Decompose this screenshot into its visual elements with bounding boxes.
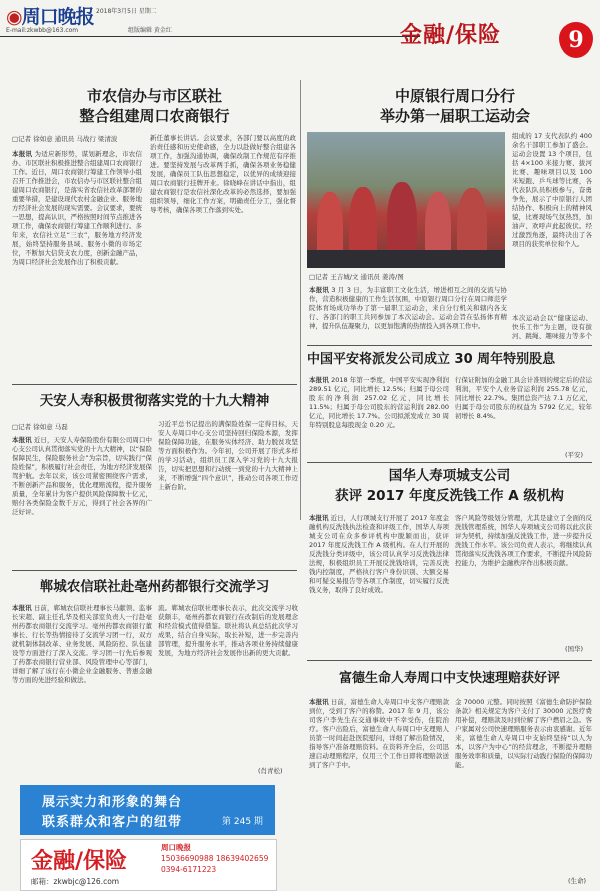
article-body: 客户风险等级划分管理，尤其是建立了全面的反洗钱管理系统，国华人寿项城支公司将以此次获评为契机，持续加强反洗钱工作，进一步提升反洗钱工作水平。该公司负责人表示，将继续认真贯彻落实反洗钱各项工作要求，不断提升风险防控能力，为维护金融秩序作出积极贡献。 bbox=[455, 514, 592, 567]
article-guohua-aml bbox=[307, 466, 592, 506]
article-zhongyuan-sports bbox=[320, 86, 590, 126]
article-body: 本报讯 日前，郸城农信联社理事长马献领、监事长宋超、副主任孔华及相关部室负责人一行赴亳州药都农商银行交流学习。亳州药都农商银行董事长、行长等热情接待了交流学习团一行，双方就机制体制改革、业务发展、风险防控、队伍建设等方面进行了深入交流。学习团一行先后参观了药都农商银行营业部、风险管理中心等部门，详细了解了该行在小微企业金融服务、普惠金融等方面的先进经验和做法。 bbox=[12, 604, 152, 684]
article-byline: □记者 徐如意 通讯员 马战行 梁清波 bbox=[12, 135, 118, 143]
article-divider bbox=[12, 384, 297, 385]
article-body: 本报讯 日前，富德生命人寿周口中支客户理赔款到位，受到了客户的称赞。2017 年 9 月，该公司客户李先生在交通事故中不幸受伤，住院治疗。客户出险后，富德生命人寿周口中支理赔人员第一时间赶赴医院慰问，详细了解出险情况，指导客户准备理赔资料。在资料齐全后，公司迅速启动理赔程序，仅用三个工作日即将理赔款送到了客户手中。 bbox=[309, 698, 449, 769]
newspaper-logo: ◉周口晚报 bbox=[6, 6, 94, 28]
ad-contact-box bbox=[20, 839, 277, 891]
article-body: 习近平总书记提出的满保险姓保一定得目标，天安人寿周口中心支公司坚持回归保险本源，发挥保险保障功能，在服务实体经济、助力脱贫攻坚等方面积极作为。今年初，公司开展了形式多样的学习活动，组织员工深入学习党的十九大报告，切实把思想和行动统一到党的十九大精神上来，不断增强“四个意识”，推动公司各项工作迈上新台阶。 bbox=[158, 420, 298, 491]
ad-contact-title: 周口晚报 bbox=[161, 843, 191, 852]
article-title: 郸城农信联社赴亳州药都银行交流学习 bbox=[39, 579, 270, 595]
masthead bbox=[0, 0, 600, 70]
article-title: 整合组建周口农商银行 bbox=[79, 107, 230, 125]
logo-mark-icon: ◉ bbox=[6, 6, 22, 28]
article-body: 组成的 17 支代表队约 400 余名干部职工参加了盛会。运动会设置 13 个项目，包括 4×100 米接力赛、拔河比赛、趣味项目以及 100 米短跑、乒乓球等比赛，各代表队队员积极参与，奋勇争先，展示了中原银行人团结协作、积极向上的精神风貌，比赛现场气氛热烈，加油声、欢呼声此起彼伏。经过激烈角逐，最终决出了各项目的获奖单位和个人。 bbox=[512, 132, 592, 248]
section-title: 金融/保险 bbox=[400, 22, 502, 48]
article-body: 本次运动会以“健康运动、快乐工作”为主题，设有拔河、跳绳、趣味接力等多个 bbox=[512, 314, 592, 340]
article-divider bbox=[12, 570, 297, 571]
ad-slogan-2: 联系群众和客户的纽带 bbox=[42, 815, 183, 830]
editor-line: 组版编辑 黄金红 bbox=[128, 27, 172, 34]
article-body: 本报讯 近日，天安人寿保险股份有限公司周口中心支公司认真贯彻落实党的十九大精神，以“保险保障民生，保险服务社会”为宗旨，切实践行“保险姓保”，积极履行社会责任，为地方经济发展保驾护航。去年以来，该公司紧密围绕客户需求，不断创新产品和服务，优化理赔流程，提升服务质量，全年累计为客户提供风险保障数十亿元，赔付各类保险金数千万元，得到了社会各界的广泛好评。 bbox=[12, 436, 152, 516]
ad-issue-number: 第 245 期 bbox=[222, 817, 263, 827]
ad-slogan-1: 展示实力和形象的舞台 bbox=[42, 795, 183, 810]
article-byline: □记者 徐如意 马磊 bbox=[12, 423, 68, 431]
article-title: 中原银行周口分行 bbox=[394, 87, 515, 105]
article-body: 本报讯 3 月 3 日，为丰富职工文化生活，增进相互之间的交流与协作，营造积极健康的工作生活氛围，中原银行周口分行在周口师范学院体育场成功举办了第一届职工运动会，来自分行机关和辖内各支行、各部门的职工共同参加了本次运动会。运动会旨在弘扬体育精神，提升队伍凝聚力，以更加饱满的热情投入到各项工作中。 bbox=[309, 286, 507, 330]
article-divider bbox=[307, 660, 592, 661]
article-divider bbox=[307, 462, 592, 463]
article-body: 本报讯 2018 年第一季度，中国平安实现净利润 289.51 亿元，同比增长 12.5%；归属于母公司股东的净利润 257.02 亿元，同比增长 11.5%；归属于母公司股东的营运利润 282.00 亿元，同比增长 17.7%。公司拟派发成立 30 周年特别股息每股现金 0.20 元。 bbox=[309, 376, 449, 429]
sports-tug-of-war-photo bbox=[307, 132, 505, 268]
column-divider bbox=[300, 80, 301, 520]
article-title: 富德生命人寿周口中支快速理赔获好评 bbox=[338, 671, 560, 686]
page-number-badge: 9 bbox=[559, 22, 593, 58]
ad-email: 邮箱：zkwbjc@126.com bbox=[31, 877, 120, 886]
masthead-rule bbox=[0, 36, 420, 37]
article-body: 金 70000 元整。同时按照《富德生命防护保险条款》相关规定为客户支付了 30000 元医疗费用补偿，理赔款及时到位解了客户燃眉之急。客户家属对公司快速理赔服务表示由衷感谢。近年来，富德生命人寿周口中支始终坚持“以人为本，以客户为中心”的经营理念，不断提升理赔服务效率和质量，以实际行动践行保险的保障功能。 bbox=[455, 698, 592, 769]
ad-banner bbox=[20, 785, 275, 835]
article-body: 行保证附加的金融工具会计准则的规定后的营运利润，平安个人业务营运利润 255.78 亿元，同比增长 22.7%。集团总资产达 7.1 万亿元，归属于母公司股东的权益为 5792 亿元，较年初增长 8.4%。 bbox=[455, 376, 592, 420]
article-title: 国华人寿项城支公司 bbox=[388, 468, 511, 484]
article-divider bbox=[307, 345, 592, 346]
photo-caption: □记者 王吉城/文 通讯员 姜涛/图 bbox=[309, 273, 404, 281]
ad-section-logo: 金融/保险 bbox=[31, 848, 128, 874]
article-title: 中国平安将派发公司成立 30 周年特别股息 bbox=[307, 352, 556, 367]
email-line: E-mail:zkwbb@163.com bbox=[6, 27, 79, 34]
article-signature: (肖青松) bbox=[258, 767, 283, 775]
ad-phone-numbers: 15036690988 18639402659 bbox=[161, 854, 269, 863]
article-title: 天安人寿积极贯彻落实党的十九大精神 bbox=[39, 393, 270, 409]
article-title: 获评 2017 年度反洗钱工作 A 级机构 bbox=[335, 488, 564, 504]
article-body: 本报讯 为适应新形势，谋划新理念，市农信办、市区联社积极推进整合组建周口农商银行工作。近日，周口农商银行筹建工作领导小组召开工作推进会，市农信办与市区联社整合组建周口农商银行，是落实省农信社改革部署的重要举措，是建设现代农村金融企业、服务地方经济社会发展的现实需要。会议要求，要统一思想，提高认识，严格按照时间节点推进各项工作，确保农商银行筹建工作顺利进行。多年来，农信社立足“三农”，服务地方经济发展，始终坚持服务县域、服务小微的市场定位，不断加大信贷支农力度，创新金融产品，为周口经济社会发展作出了积极贡献。 bbox=[12, 150, 142, 266]
article-body: 流。郸城农信联社理事长表示，此次交流学习收获颇丰，亳州药都农商银行在改制后的发展理念和经营模式值得借鉴。联社将认真总结此次学习成果，结合自身实际，取长补短，进一步完善内部管理，提升服务水平，推动各项业务持续健康发展，为地方经济社会发展作出新的更大贡献。 bbox=[158, 604, 298, 657]
article-title: 市农信办与市区联社 bbox=[86, 87, 222, 105]
article-body: 新任董事长讲话。会议要求，各部门要以高度的政治责任感和历史使命感，全力以赴做好整合组建各项工作，加强沟通协调，确保改制工作规范有序推进。要坚持发展与改革两手抓，确保各项业务稳健发展，确保员工队伍思想稳定，以优异的成绩迎接周口农商银行挂牌开业。徐晓峰在讲话中指出，组建农商银行是农信社深化改革的必然选择，要加强组织领导，细化工作方案，明确责任分工，强化督导考核，确保各项工作落到实处。 bbox=[150, 134, 296, 214]
article-signature: (国华) bbox=[565, 645, 584, 653]
article-title: 举办第一届职工运动会 bbox=[379, 107, 530, 125]
article-signature: (平安) bbox=[565, 451, 584, 459]
ad-phone-landline: 0394-6171223 bbox=[161, 865, 217, 874]
article-body: 本报讯 近日，人行项城支行开展了 2017 年度金融机构反洗钱执法检查和评级工作，国华人寿项城支公司在众多参评机构中脱颖而出，获评 2017 年度反洗钱工作 A 级机构。在人行开展的反洗钱分类评级中，该公司认真学习反洗钱法律法规，积极组织员工开展反洗钱培训，完善反洗钱内控制度，严格执行客户身份识别、大额交易和可疑交易报告等各项工作制度，切实履行反洗钱义务，取得了良好成效。 bbox=[309, 514, 449, 594]
article-signature: (生命) bbox=[568, 877, 587, 885]
issue-date: 2018年3月5日 星期二 bbox=[96, 8, 157, 15]
article-rural-credit bbox=[12, 86, 297, 126]
